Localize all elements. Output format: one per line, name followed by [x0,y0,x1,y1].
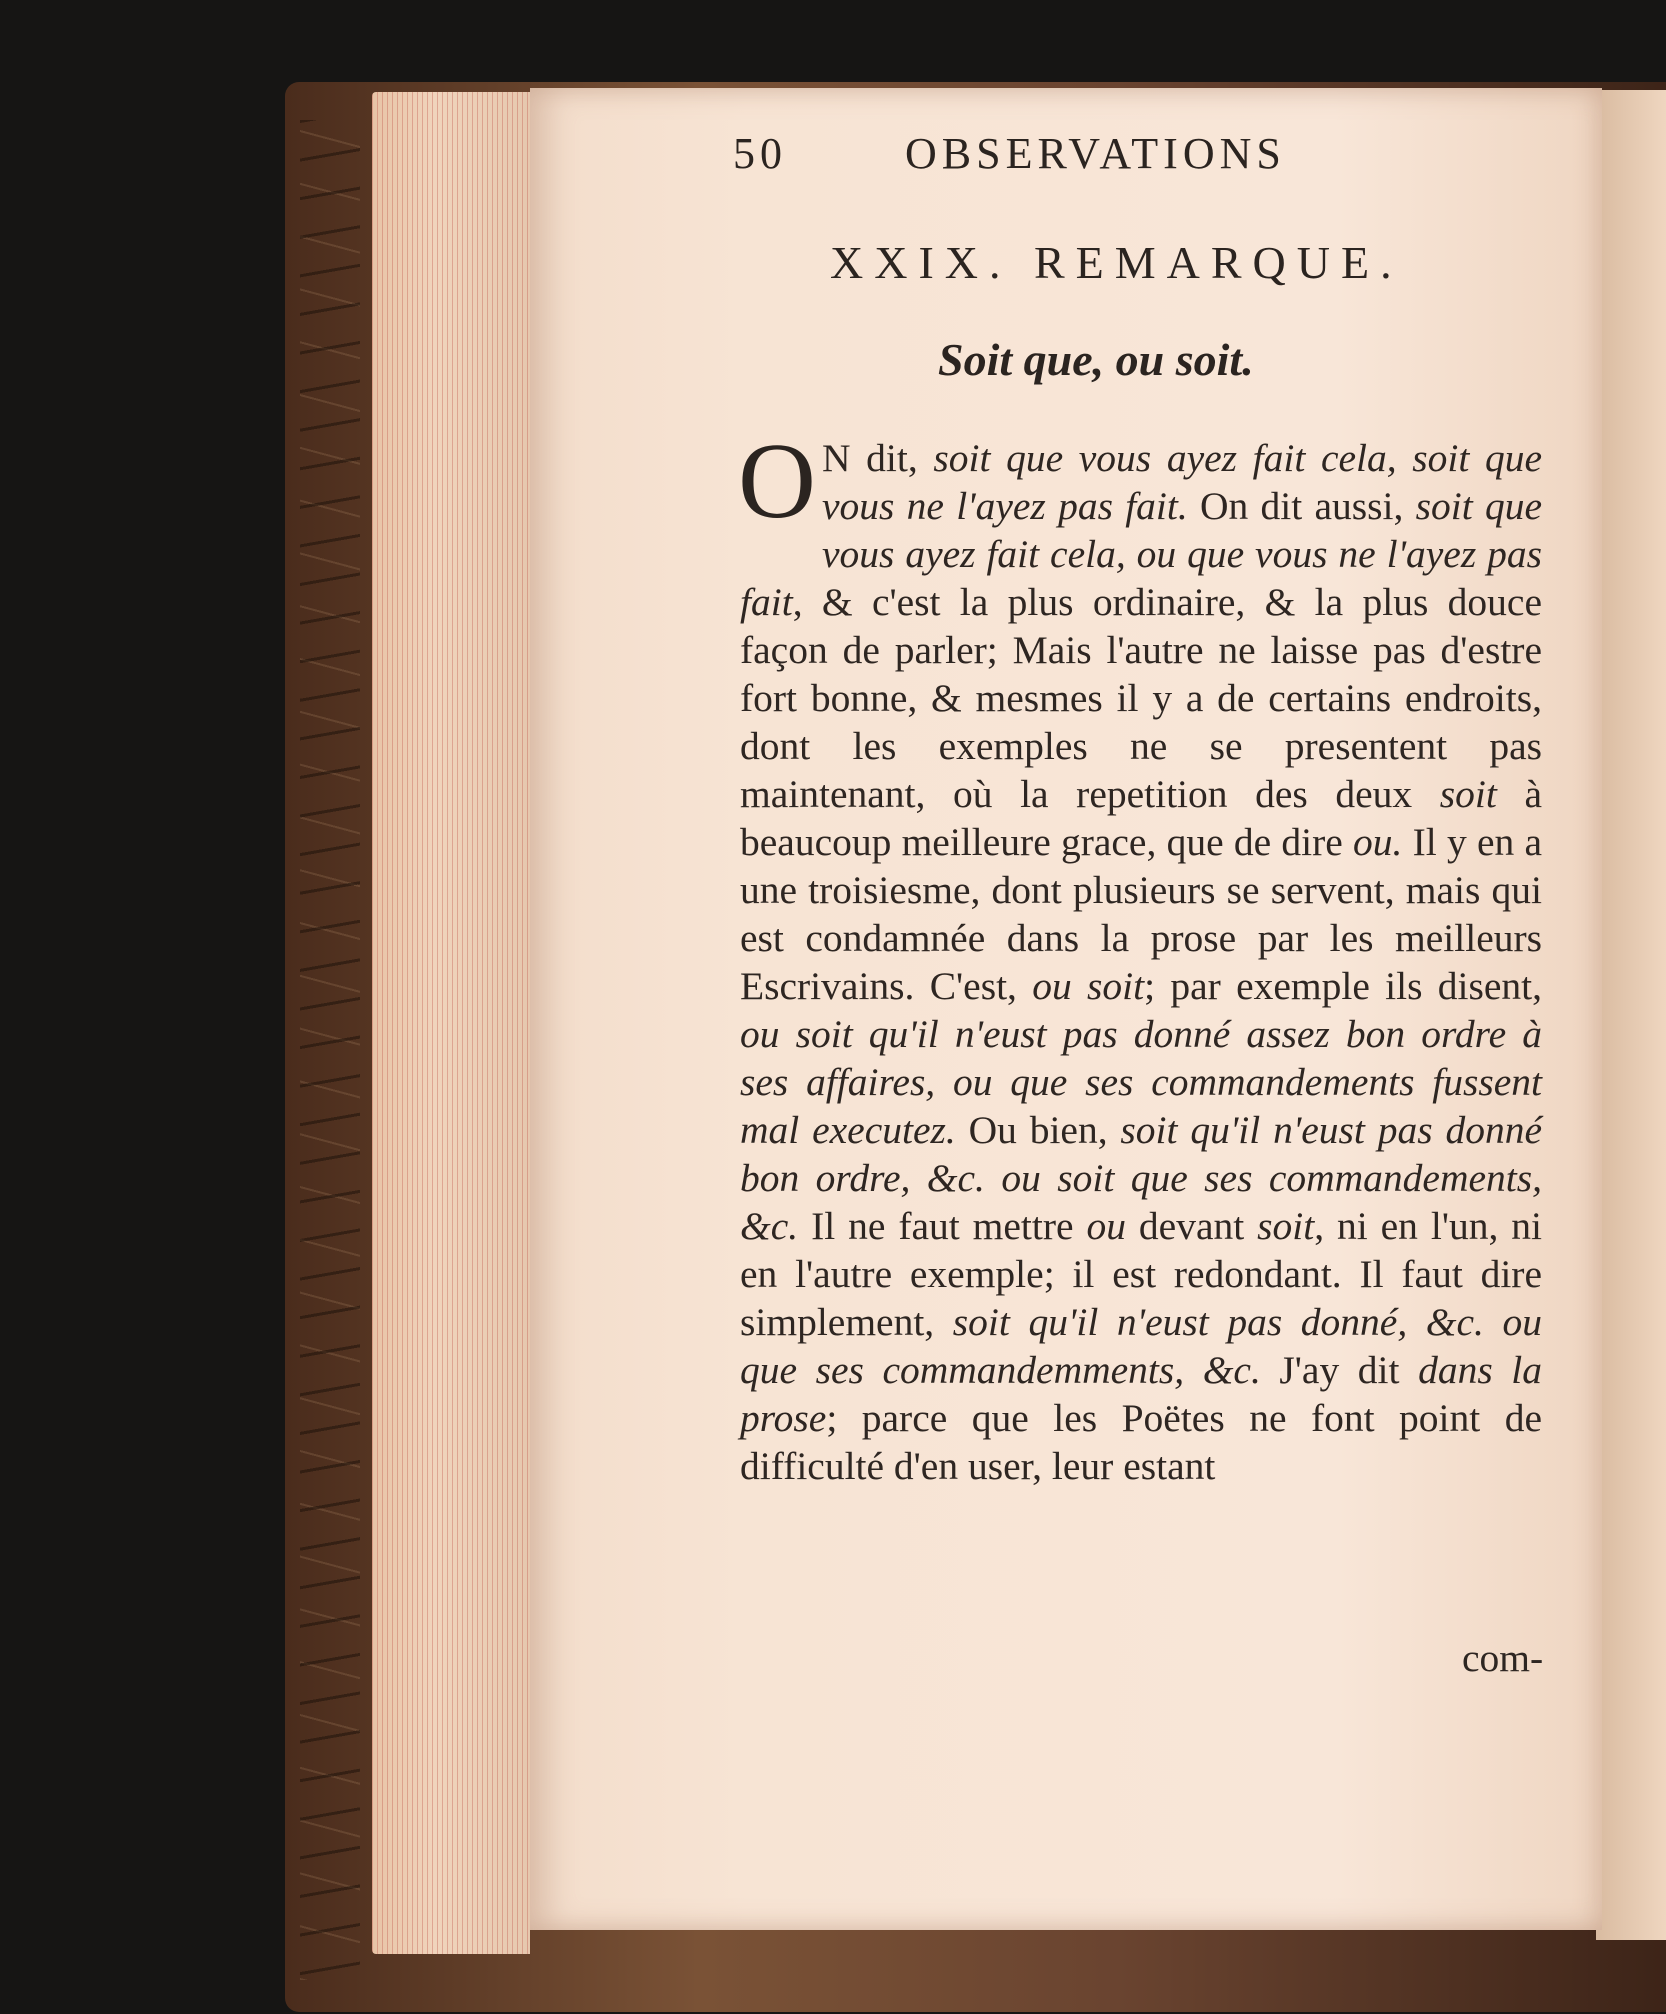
roman-run: , ni en l'un, ni en l'autre exemple; il est redondant. Il faut dire simplement, [740,1204,1542,1344]
roman-run: Il y en a une troisiesme, dont plusieurs se servent, mais qui est condamnée dans la prose par les meilleurs Escrivains. C'est, [740,820,1542,1008]
running-head [733,128,1373,188]
italic-run: ou soit [1032,964,1145,1008]
body-paragraph [738,422,1543,1488]
roman-run: ; parce que les Poëtes ne font point de difficulté d'en user, leur estant [740,1396,1542,1488]
roman-run: , & c'est la plus ordinaire, & la plus douce façon de parler; Mais l'autre ne laisse pas d'estre fort bonne, & mesmes il y a de certains endroits, dont les exemples ne se presentent pas maintenant, où la repetition des deux [740,580,1542,816]
italic-run: soit qu'il n'eust pas donné, &c. ou que ses commandemments, &c. [740,1300,1543,1392]
roman-run: à beaucoup meilleure grace, que de dire [740,772,1542,864]
roman-run: On dit aussi, [1187,484,1416,528]
catchword: com- [1462,1636,1544,1680]
drop-cap: O [738,422,816,541]
italic-run: ou soit qu'il n'eust pas donné assez bon ordre à ses affaires, ou que ses commandements fussent mal executez. [740,1012,1542,1152]
italic-run: ou. [1353,820,1403,864]
page-number: 50 [733,129,787,178]
italic-run: soit [1439,772,1497,816]
facing-page-edge [1596,90,1666,1940]
italic-run: soit que vous ayez fait cela, soit que vous ne l'ayez pas fait. [822,436,1542,528]
roman-run: J'ay dit [1260,1348,1419,1392]
italic-run: soit que vous ayez fait cela, ou que vous ne l'ayez pas fait [740,484,1543,624]
italic-run: soit qu'il n'eust pas donné bon ordre, &c. ou soit que ses commandements, &c. [740,1108,1542,1248]
roman-run: ; par exemple ils disent, [1144,964,1542,1008]
body-text [738,422,1543,1490]
roman-run: N dit, [822,436,934,480]
italic-run: soit [1257,1204,1315,1248]
leather-spine-texture [300,120,360,1980]
page-block-edges [372,92,530,1954]
running-title: OBSERVATIONS [905,129,1286,178]
italic-run: dans la prose [740,1348,1542,1440]
roman-run: Ou bien, [955,1108,1121,1152]
italic-run: ou [1086,1204,1126,1248]
roman-run: devant [1125,1204,1258,1248]
chapter-heading: XXIX. REMARQUE. [830,237,1403,288]
roman-run: Il ne faut mettre [798,1204,1087,1248]
chapter-subtitle: Soit que, ou soit. [938,334,1254,385]
